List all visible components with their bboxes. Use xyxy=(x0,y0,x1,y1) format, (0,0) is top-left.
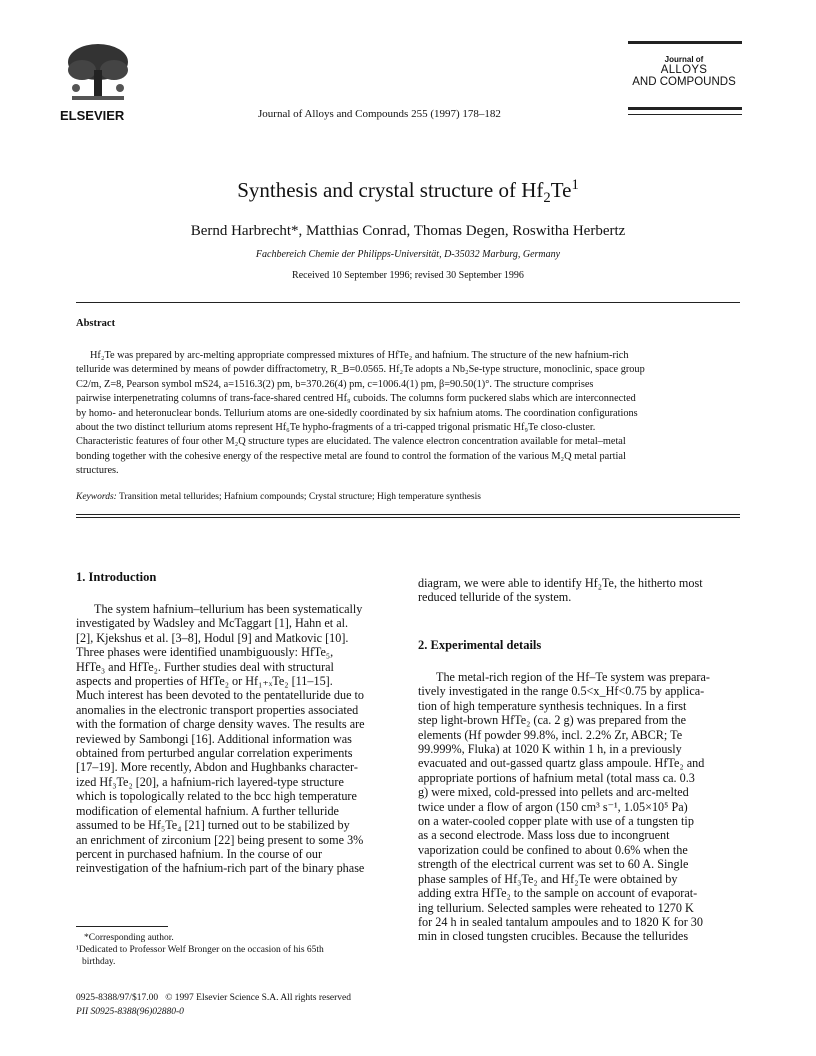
exp-line: vaporization could be confined to about 0.6% when the xyxy=(418,842,688,857)
exp-line: The metal-rich region of the Hf–Te system was prepara- xyxy=(436,670,710,684)
exp-line: 99.999%, Fluka) at 1020 K within 1 h, in a previously xyxy=(418,742,682,757)
footnote-rule xyxy=(76,926,168,927)
exp-line: adding extra HfTe₂ to the sample on account of evaporat- xyxy=(418,886,698,901)
exp-line: twice under a flow of argon (150 cm³ s⁻¹, 1.05×10⁵ Pa) xyxy=(418,799,688,814)
exp-line: appropriate portions of hafnium metal (total mass ca. 0.3 xyxy=(418,770,695,785)
exp-line: ing tellurium. Selected samples were reheated to 1270 K xyxy=(418,900,694,915)
intro-line: modification of elemental hafnium. A further telluride xyxy=(76,803,339,818)
journal-citation: Journal of Alloys and Compounds 255 (1997) 178–182 xyxy=(258,108,501,120)
introduction-heading: 1. Introduction xyxy=(76,570,157,584)
publisher-name: ELSEVIER xyxy=(60,108,125,123)
abstract-heading: Abstract xyxy=(76,318,116,329)
abstract-line: structures. xyxy=(76,465,119,477)
exp-line: tion of high temperature synthesis techniques. In a first xyxy=(418,698,687,713)
abstract-line: by homo- and heteronuclear bonds. Tellurium atoms are one-sidedly coordinated by six hafnium atoms. The coordination configurations xyxy=(76,407,638,419)
journal-logo xyxy=(620,55,748,88)
intro-line: Much interest has been devoted to the pentatelluride due to xyxy=(76,688,365,703)
exp-line: phase samples of Hf₃Te₂ and Hf₂Te were obtained by xyxy=(418,871,678,886)
abstract-rule-bottom xyxy=(76,514,740,515)
paper-title xyxy=(0,177,816,207)
keywords-label: Keywords: xyxy=(76,492,117,502)
journal-logo-line1: ALLOYS xyxy=(660,64,708,76)
abstract-rule-top xyxy=(76,302,740,303)
exp-line: min in closed tungsten crucibles. Because the tellurides xyxy=(418,929,689,944)
intro-line: The system hafnium–tellurium has been systematically xyxy=(94,602,363,616)
exp-line: evacuated and out-gassed quartz glass ampoule. HfTe₂ and xyxy=(418,756,705,771)
journal-logo-top: Journal of xyxy=(664,55,704,64)
intro-line: which is topologically related to the bcc high temperature xyxy=(76,789,357,804)
intro-line: obtained from perturbed angular correlation experiments xyxy=(76,746,353,761)
abstract-line: Characteristic features of four other M₂Q structure types are elucidated. The valence electron concentration available for metal–metal xyxy=(76,436,626,448)
intro-line: reviewed by Sambongi [16]. Additional information was xyxy=(76,731,352,746)
affiliation: Fachbereich Chemie der Philipps-Universität, D-35032 Marburg, Germany xyxy=(255,249,561,260)
intro-line: assumed to be Hf₅Te₄ [21] turned out to be stabilized by xyxy=(76,818,350,833)
keywords xyxy=(76,492,740,502)
abstract-line: bonding together with the cohesive energy of the respective metal are found to control the formation of the various M₂Q metal partial xyxy=(76,450,626,462)
footer-copyright: 0925-8388/97/$17.00 © 1997 Elsevier Science S.A. All rights reserved xyxy=(76,993,352,1003)
authors: Bernd Harbrecht*, Matthias Conrad, Thomas Degen, Roswitha Herbertz xyxy=(190,223,626,239)
footnote-dedication: ¹Dedicated to Professor Welf Bronger on the occasion of his 65th xyxy=(76,945,324,955)
exp-line: g) were mixed, cold-pressed into pellets and arc-melted xyxy=(418,785,689,800)
abstract-line: C2/m, Z=8, Pearson symbol mS24, a=1516.3(2) pm, b=370.26(4) pm, c=1006.4(1) pm, β=90.50(1)°. The structure comprises xyxy=(76,378,594,390)
intro-line: [2], Kjekshus et al. [3–8], Hodul [9] and Matkovic [10]. xyxy=(76,630,349,645)
title-footnote-mark: 1 xyxy=(571,177,579,193)
exp-line: step light-brown HfTe₂ (ca. 2 g) was prepared from the xyxy=(418,713,687,728)
intro-line: Three phases were identified unambiguously: HfTe₅, xyxy=(76,645,334,660)
intro-line: [17–19]. More recently, Abdon and Hughbanks character- xyxy=(76,760,358,775)
abstract-line: pairwise interpenetrating columns of trans-face-shared centred Hf₉ cuboids. The columns form puckered slabs which are interconnected xyxy=(76,393,636,405)
exp-line: on a water-cooled copper plate with use of a tungsten tip xyxy=(418,814,694,829)
intro-line: anomalies in the electronic transport properties associated xyxy=(76,702,359,717)
footnote-dedication-cont: birthday. xyxy=(82,957,116,967)
intro-line: an enrichment of zirconium [22] being present to some 3% xyxy=(76,832,364,847)
received-dates: Received 10 September 1996; revised 30 September 1996 xyxy=(292,270,524,281)
exp-line: strength of the electrical current was set to 60 A. Single xyxy=(418,857,689,872)
experimental-body xyxy=(418,670,740,944)
abstract-line: about the two distinct tellurium atoms represent Hf₆Te hypho-fragments of a tri-capped trigonal prismatic Hf₉Te closo-cluster. xyxy=(76,422,596,434)
exp-line: as a second electrode. Mass loss due to incongruent xyxy=(418,828,670,843)
intro-continuation xyxy=(418,576,740,605)
exp-line: tively investigated in the range 0.5<x_Hf<0.75 by applica- xyxy=(418,684,705,699)
intro-line: reinvestigation of the hafnium-rich part of the binary phase xyxy=(76,861,365,876)
footnotes xyxy=(76,932,398,968)
journal-logo-line2: AND COMPOUNDS xyxy=(632,76,736,88)
intro-cont-line: diagram, we were able to identify Hf₂Te, the hitherto most xyxy=(418,576,703,590)
title-sub: 2 xyxy=(543,190,551,207)
intro-line: aspects and properties of HfTe₂ or Hf₁₊ₓTe₂ [11–15]. xyxy=(76,674,333,689)
intro-line: with the formation of charge density waves. The results are xyxy=(76,717,365,732)
logo-rule-top xyxy=(628,41,742,44)
introduction-body xyxy=(76,602,398,876)
intro-cont-line: reduced telluride of the system. xyxy=(418,590,572,605)
experimental-heading: 2. Experimental details xyxy=(418,638,542,652)
intro-line: investigated by Wadsley and McTaggart [1], Hahn et al. xyxy=(76,616,349,631)
elsevier-tree-logo xyxy=(58,40,138,106)
title-main: Synthesis and crystal structure of Hf xyxy=(237,178,544,202)
abstract-rule-bottom-2 xyxy=(76,517,740,518)
footnote-corresponding: *Corresponding author. xyxy=(84,933,174,943)
abstract-line: telluride was determined by means of powder diffractometry, R_B=0.0565. Hf₂Te adopts a Nb₂Se-type structure, monoclinic, space group xyxy=(76,364,645,376)
exp-line: elements (Hf powder 99.8%, incl. 2.2% Zr, ABCR; Te xyxy=(418,727,683,742)
intro-line: percent in purchased hafnium. In the course of our xyxy=(76,846,323,861)
footer-pii: PII S0925-8388(96)02880-0 xyxy=(76,1007,184,1017)
intro-line: ized Hf₃Te₂ [20], a hafnium-rich layered-type structure xyxy=(76,774,344,789)
title-tail: Te xyxy=(550,178,572,202)
exp-line: for 24 h in sealed tantalum ampoules and to 1820 K for 30 xyxy=(418,914,703,929)
logo-rule-bottom xyxy=(628,107,742,110)
keywords-list: Transition metal tellurides; Hafnium compounds; Crystal structure; High temperature synthesis xyxy=(119,492,481,502)
abstract-line: Hf₂Te was prepared by arc-melting appropriate compressed mixtures of HfTe₂ and hafnium. The structure of the new hafnium-rich xyxy=(90,350,629,361)
intro-line: HfTe₃ and HfTe₂. Further studies deal with structural xyxy=(76,659,334,674)
logo-rule-bottom-2 xyxy=(628,114,742,115)
abstract-body xyxy=(76,349,740,479)
